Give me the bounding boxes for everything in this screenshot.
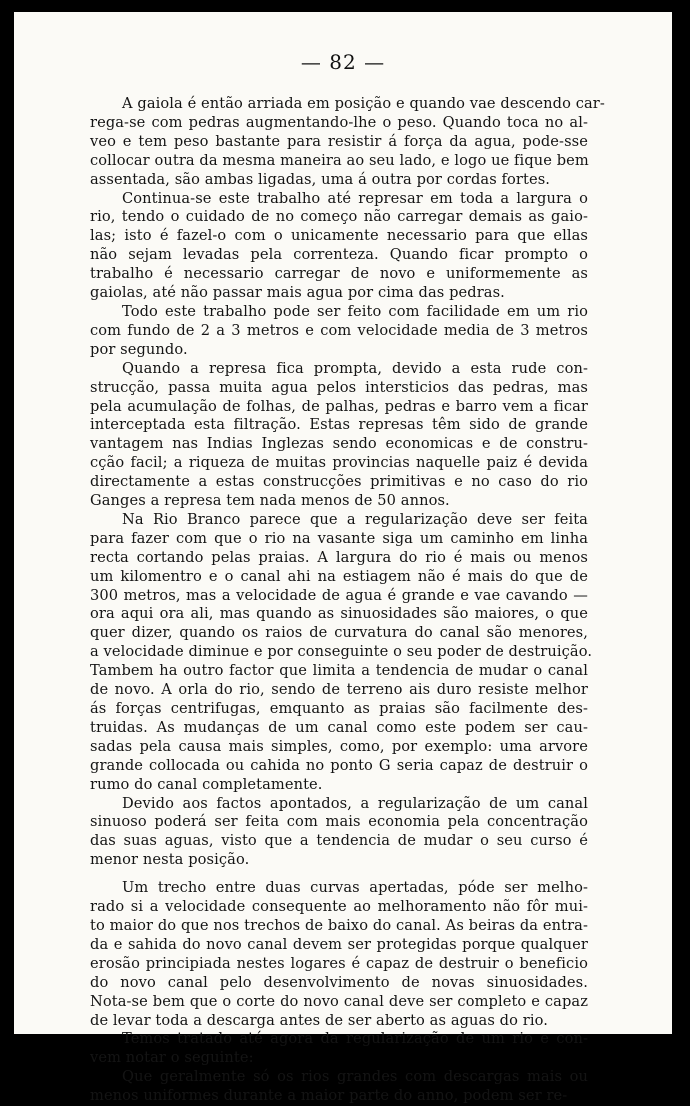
text-line: Temos tratado até agora da regularização de um rio e con-	[122, 1030, 588, 1048]
text-line: Tambem ha outro factor que limita a tendencia de mudar o canal	[90, 662, 588, 680]
text-line: directamente a estas construcções primitivas e no caso do rio	[90, 473, 588, 491]
text-line: sadas pela causa mais simples, como, por exemplo: uma arvore	[90, 737, 588, 755]
text-line: da e sahida do novo canal devem ser protegidas porque qualquer	[90, 935, 588, 953]
text-line: recta cortando pelas praias. A largura do rio é mais ou menos	[90, 548, 588, 566]
text-line: menos uniformes durante a maior parte do anno, podem ser re-	[90, 1087, 568, 1105]
text-line: trabalho é necessario carregar de novo e uniformemente as	[90, 265, 588, 283]
text-line: rega-se com pedras augmentando-lhe o peso. Quando toca no al-	[90, 113, 588, 131]
text-line: assentada, são ambas ligadas, uma á outra por cordas fortes.	[90, 170, 551, 188]
text-line: menor nesta posição.	[90, 851, 250, 869]
text-line: do novo canal pelo desenvolvimento de novas sinuosidades.	[90, 973, 588, 991]
paragraph	[90, 190, 588, 303]
text-line: ás forças centrifugas, emquanto as praias são facilmente des-	[90, 700, 588, 717]
paragraph	[90, 510, 593, 795]
text-line: collocar outra da mesma maneira ao seu lado, e logo ue fique bem	[90, 151, 589, 169]
text-line: Ganges a represa tem nada menos de 50 annos.	[90, 492, 450, 510]
text-line: Todo este trabalho pode ser feito com facilidade em um rio	[122, 302, 588, 320]
text-line: veo e tem peso bastante para resistir á força da agua, pode-sse	[90, 132, 588, 150]
text-line: Que geralmente só os rios grandes com descargas mais ou	[122, 1068, 588, 1086]
text-line: cção facil; a riqueza de muitas provincias naquelle paiz é devida	[90, 454, 588, 472]
text-line: las; isto é fazel-o com o unicamente necessario para que ellas	[90, 227, 588, 245]
text-line: 300 metros, mas a velocidade de agua é grande e vae cavando —	[90, 586, 588, 604]
book-page	[14, 12, 672, 1105]
paragraph	[90, 1068, 588, 1106]
paragraph	[90, 95, 605, 190]
text-line: das suas aguas, visto que a tendencia de mudar o seu curso é	[90, 832, 588, 850]
text-line: de levar toda a descarga antes de ser aberto as aguas do rio.	[90, 1011, 548, 1029]
text-line: ora aqui ora ali, mas quando as sinuosidades são maiores, o que	[90, 605, 588, 623]
text-line: a velocidade diminue e por conseguinte o seu poder de destruição.	[90, 643, 593, 661]
text-line: Continua-se este trabalho até represar em toda a largura o	[122, 189, 588, 207]
paragraph	[90, 303, 588, 360]
text-line: gaiolas, até não passar mais agua por cima das pedras.	[90, 284, 505, 302]
text-line: Quando a represa fica prompta, devido a esta rude con-	[122, 359, 588, 377]
text-line: para fazer com que o rio na vasante siga um caminho em linha	[90, 529, 588, 547]
paragraph	[90, 360, 588, 511]
text-line: sinuoso poderá ser feita com mais economia pela concentração	[90, 813, 588, 831]
text-line: rumo do canal completamente.	[90, 775, 323, 793]
text-line: pela acumulação de folhas, de palhas, pedras e barro vem a ficar	[90, 397, 588, 415]
text-line: com fundo de 2 a 3 metros e com velocidade media de 3 metros	[90, 321, 588, 339]
text-line: Na Rio Branco parece que a regularização deve ser feita	[122, 510, 588, 528]
paragraph	[90, 879, 588, 1030]
text-line: de novo. A orla do rio, sendo de terreno ais duro resiste melhor	[90, 681, 588, 699]
text-line: grande collocada ou cahida no ponto G seria capaz de destruir o	[90, 756, 588, 774]
text-line: Um trecho entre duas curvas apertadas, póde ser melho-	[122, 879, 588, 897]
text-line: vem notar o seguinte:	[90, 1049, 254, 1067]
text-line: truidas. As mudanças de um canal como este podem ser cau-	[90, 718, 588, 736]
text-line: strucção, passa muita agua pelos intersticios das pedras, mas	[90, 378, 588, 396]
text-line: um kilomentro e o canal ahi na estiagem não é mais do que de	[90, 567, 588, 585]
text-line: Devido aos factos apontados, a regularização de um canal	[122, 794, 588, 812]
text-line: por segundo.	[90, 340, 188, 358]
text-line: Nota-se bem que o corte do novo canal deve ser completo e capaz	[90, 992, 588, 1010]
text-line: não sejam levadas pela correnteza. Quando ficar prompto o	[90, 246, 588, 264]
paragraph	[90, 1030, 588, 1068]
body-text	[90, 95, 605, 1106]
text-line: interceptada esta filtração. Estas represas têm sido de grande	[90, 416, 588, 434]
page-number: — 82 —	[300, 50, 386, 74]
text-line: to maior do que nos trechos de baixo do canal. As beiras da entra-	[90, 916, 588, 934]
text-line: quer dizer, quando os raios de curvatura do canal são menores,	[90, 624, 588, 642]
text-line: rio, tendo o cuidado de no começo não carregar demais as gaio-	[90, 208, 588, 226]
text-line: rado si a velocidade consequente ao melhoramento não fôr mui-	[90, 898, 588, 916]
text-line: A gaiola é então arriada em posição e quando vae descendo car-	[122, 95, 605, 112]
text-line: vantagem nas Indias Inglezas sendo economicas e de constru-	[90, 435, 588, 453]
paragraph	[90, 795, 588, 871]
text-line: erosão principiada nestes logares é capaz de destruir o beneficio	[90, 954, 588, 972]
